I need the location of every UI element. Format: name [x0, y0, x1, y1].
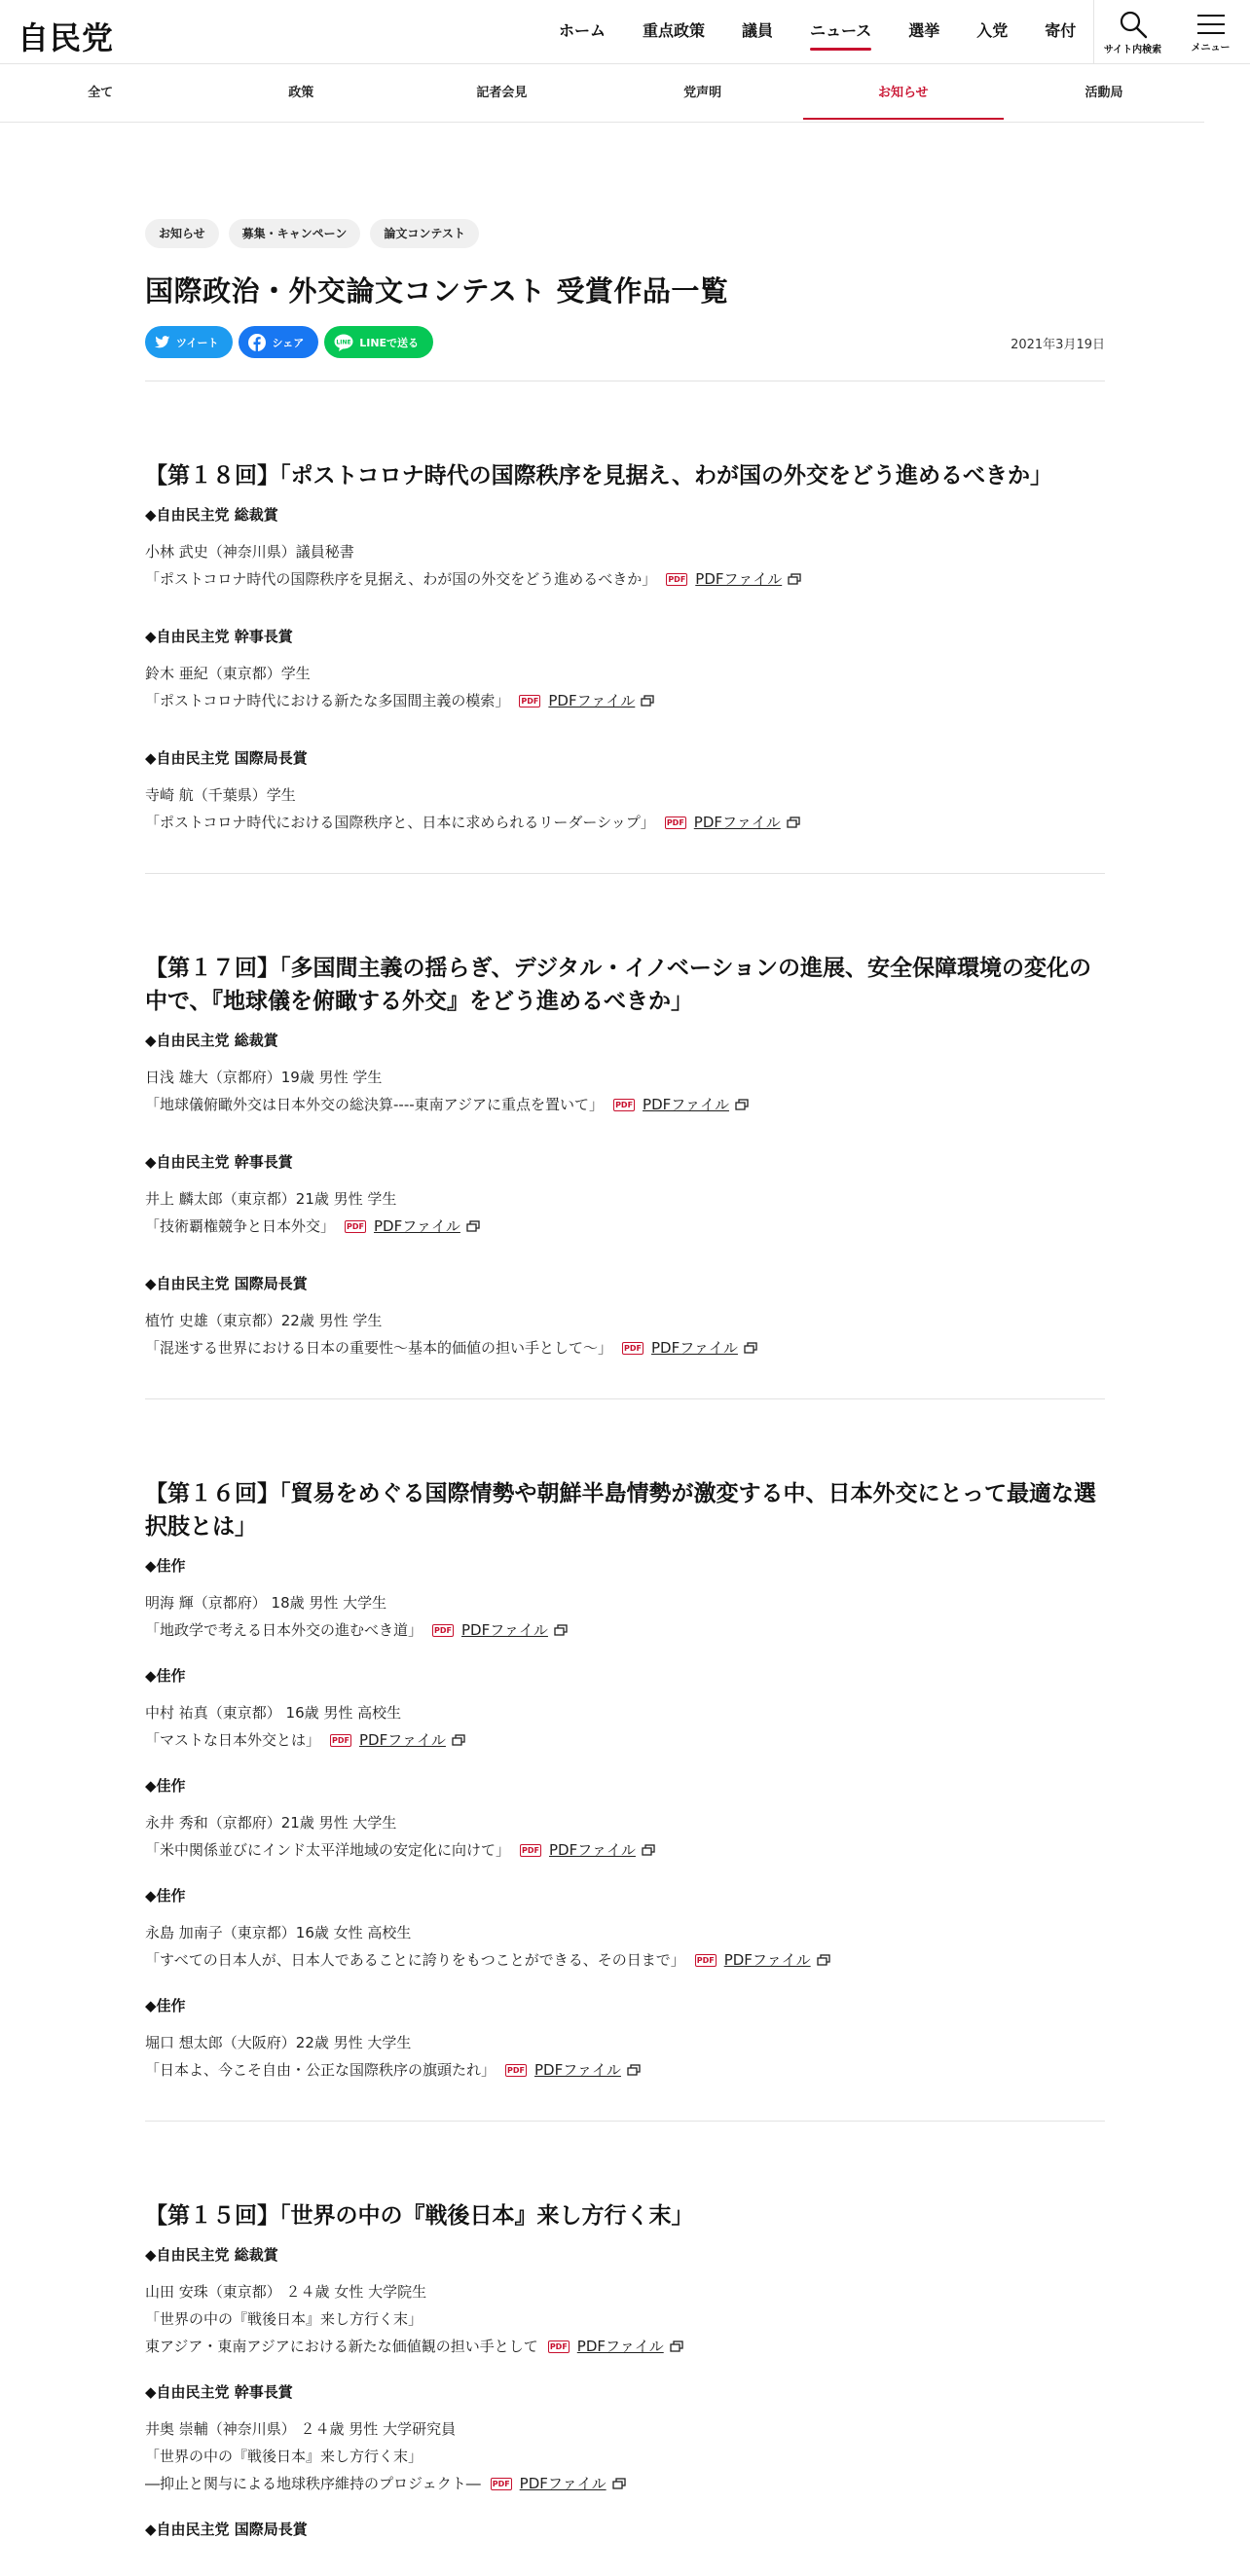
author-line: 鈴木 亜紀（東京都）学生 — [145, 665, 311, 682]
award-title: ◆佳作 — [145, 1777, 186, 1795]
pdf-file-link[interactable]: PDFファイル — [643, 1096, 729, 1113]
external-window-icon — [787, 816, 800, 828]
author-line: 日浅 雄大（京都府）19歳 男性 学生 — [145, 1069, 383, 1086]
award-entry — [145, 1589, 1105, 1644]
work-line — [145, 2470, 1105, 2497]
work-line — [145, 2056, 1105, 2084]
award-entry — [145, 1185, 1105, 1240]
site-logo[interactable]: 自民党 — [18, 19, 115, 56]
work-title: 「技術覇権競争と日本外交」 — [145, 1217, 336, 1235]
subnav-statement[interactable]: 党声明 — [683, 86, 722, 100]
author-line: 永島 加南子（東京都）16歳 女性 高校生 — [145, 1924, 412, 1941]
author-line: 山田 安珠（東京都） ２４歳 女性 大学院生 — [145, 2283, 427, 2301]
work-title: 「マストな日本外交とは」 — [145, 1731, 321, 1749]
work-line — [145, 809, 1105, 836]
award-entry — [145, 1919, 1105, 1974]
section-title: 【第１５回】「世界の中の『戦後日本』来し方行く末」 — [145, 2203, 694, 2229]
tag-list — [145, 219, 1105, 248]
work-title: 「米中関係並びにインド太平洋地域の安定化に向けて」 — [145, 1841, 511, 1859]
pdf-icon: PDF — [492, 2479, 510, 2488]
subnav-notice[interactable]: お知らせ — [803, 64, 1004, 122]
work-line — [145, 1946, 1105, 1974]
work-line — [145, 687, 1105, 714]
external-window-icon — [735, 1099, 749, 1110]
nav-donate[interactable]: 寄付 — [1045, 21, 1077, 40]
pdf-file-link[interactable]: PDFファイル — [650, 1339, 738, 1357]
tag[interactable]: お知らせ — [145, 219, 219, 248]
award-title: ◆佳作 — [145, 1997, 186, 2014]
award-entry — [145, 1699, 1105, 1754]
pdf-icon: PDF — [624, 1343, 642, 1353]
award-title: ◆自由民主党 総裁賞 — [145, 2246, 278, 2264]
pdf-file-link[interactable]: PDFファイル — [373, 1217, 460, 1235]
work-title: 「地球儀俯瞰外交は日本外交の総決算----東南アジアに重点を置いて」 — [145, 1096, 605, 1113]
pdf-icon: PDF — [521, 696, 539, 706]
pdf-file-link[interactable]: PDFファイル — [519, 2475, 607, 2492]
pdf-file-link[interactable]: PDFファイル — [548, 1841, 636, 1859]
author-line: 植竹 史雄（東京都）22歳 男性 学生 — [145, 1312, 383, 1329]
contest-section-17 — [145, 873, 1105, 1398]
pdf-icon: PDF — [666, 817, 684, 827]
nav-home[interactable]: ホーム — [559, 21, 607, 40]
twitter-share-label: ツイート — [176, 336, 219, 349]
work-title: 「日本よ、今こそ自由・公正な国際秩序の旗頭たれ」 — [145, 2061, 496, 2079]
award-title: ◆自由民主党 幹事長賞 — [145, 628, 293, 645]
work-title-line: 「世界の中の『戦後日本』来し方行く末」 — [145, 2448, 423, 2465]
nav-members[interactable]: 議員 — [742, 21, 774, 40]
award-title: ◆自由民主党 国際局長賞 — [145, 749, 308, 767]
author-line: 明海 輝（京都府） 18歳 男性 大学生 — [145, 1594, 387, 1612]
external-window-icon — [670, 2340, 683, 2352]
award-title: ◆佳作 — [145, 1667, 186, 1685]
share-bar — [145, 326, 1105, 359]
pdf-icon: PDF — [347, 1221, 364, 1231]
nav-join[interactable]: 入党 — [976, 21, 1009, 40]
work-title: 「地政学で考える日本外交の進むべき道」 — [145, 1621, 423, 1639]
pdf-file-link[interactable]: PDFファイル — [358, 1731, 446, 1749]
publish-date: 2021年3月19日 — [1011, 338, 1105, 352]
work-line — [145, 1836, 1105, 1864]
award-entry — [145, 2029, 1105, 2084]
work-title: 「ポストコロナ時代における新たな多国間主義の模索」 — [145, 692, 510, 709]
site-search-button[interactable] — [1093, 0, 1171, 64]
award-title: ◆自由民主党 国際局長賞 — [145, 2521, 308, 2538]
award-title: ◆自由民主党 総裁賞 — [145, 1032, 278, 1049]
author-line: 永井 秀和（京都府）21歳 男性 大学生 — [145, 1814, 397, 1832]
external-window-icon — [554, 1624, 568, 1636]
external-window-icon — [452, 1734, 465, 1746]
pdf-icon: PDF — [507, 2065, 525, 2075]
work-title: 「混迷する世界における日本の重要性～基本的価値の担い手として～」 — [145, 1339, 613, 1357]
work-line — [145, 1334, 1105, 1361]
work-line — [145, 2333, 1105, 2360]
svg-text:LINE: LINE — [336, 339, 351, 345]
award-entry — [145, 2415, 1105, 2497]
award-title: ◆佳作 — [145, 1887, 186, 1905]
award-title: ◆自由民主党 幹事長賞 — [145, 2383, 293, 2401]
award-entry — [145, 1307, 1105, 1361]
author-line: 寺崎 航（千葉県）学生 — [145, 786, 296, 804]
work-line — [145, 565, 1105, 593]
pdf-file-link[interactable]: PDFファイル — [533, 2061, 621, 2079]
site-search-label: サイト内検索 — [1103, 44, 1162, 55]
author-line: 井奥 崇輔（神奈川県） ２４歳 男性 大学研究員 — [145, 2420, 457, 2438]
twitter-share-button[interactable] — [145, 326, 233, 358]
pdf-file-link[interactable]: PDFファイル — [693, 814, 781, 831]
work-subtitle: 東アジア・東南アジアにおける新たな価値観の担い手として — [145, 2338, 538, 2355]
work-line — [145, 1616, 1105, 1644]
work-title: 「ポストコロナ時代における国際秩序と、日本に求められるリーダーシップ」 — [145, 814, 655, 831]
menu-button[interactable] — [1171, 0, 1250, 64]
section-title: 【第１７回】「多国間主義の揺らぎ、デジタル・イノベーションの進展、安全保障環境の変化の中で、『地球儀を俯瞰する外交』をどう進めるべきか」 — [145, 956, 1091, 1014]
nav-news[interactable]: ニュース — [791, 0, 890, 64]
pdf-icon: PDF — [668, 574, 686, 584]
award-entry — [145, 1809, 1105, 1864]
main-nav — [540, 0, 1094, 64]
author-line: 中村 祐真（東京都） 16歳 男性 高校生 — [145, 1704, 402, 1722]
award-title: ◆佳作 — [145, 1557, 186, 1575]
pdf-file-link[interactable]: PDFファイル — [576, 2338, 664, 2355]
nav-policy[interactable]: 重点政策 — [643, 21, 706, 40]
section-title: 【第１８回】「ポストコロナ時代の国際秩序を見据え、わが国の外交をどう進めるべきか」 — [145, 463, 1052, 489]
award-title: ◆自由民主党 幹事長賞 — [145, 1153, 293, 1171]
tag[interactable]: 論文コンテスト — [370, 219, 479, 248]
pdf-file-link[interactable]: PDFファイル — [548, 692, 636, 709]
facebook-share-button[interactable] — [239, 326, 318, 358]
external-window-icon — [627, 2064, 641, 2076]
author-line: 堀口 想太郎（大阪府）22歳 男性 大学生 — [145, 2034, 412, 2051]
pdf-icon: PDF — [696, 1955, 715, 1965]
pdf-icon: PDF — [332, 1735, 349, 1745]
category-subnav — [0, 64, 1204, 123]
tag[interactable]: 募集・キャンペーン — [229, 219, 361, 248]
subnav-all[interactable]: 全て — [88, 86, 114, 100]
pdf-file-link[interactable]: PDFファイル — [695, 570, 783, 588]
work-title-line: 「世界の中の『戦後日本』来し方行く末」 — [145, 2310, 423, 2328]
work-subtitle: ―抑止と関与による地球秩序維持のプロジェクト― — [145, 2475, 481, 2492]
pdf-icon: PDF — [549, 2341, 568, 2351]
work-line — [145, 1213, 1105, 1240]
article — [145, 219, 1105, 2576]
contest-section-16 — [145, 1398, 1105, 2121]
award-entry — [145, 660, 1105, 714]
twitter-bird-icon — [155, 336, 170, 349]
facebook-share-label: シェア — [272, 336, 305, 349]
subnav-bureau[interactable]: 活動局 — [1085, 86, 1123, 100]
external-window-icon — [744, 1342, 757, 1354]
author-line: 井上 麟太郎（東京都）21歳 男性 学生 — [145, 1190, 397, 1208]
award-entry — [145, 538, 1105, 593]
external-window-icon — [612, 2478, 626, 2489]
award-entry — [145, 1064, 1105, 1118]
external-window-icon — [817, 1954, 830, 1966]
work-line — [145, 1726, 1105, 1754]
section-title: 【第１６回】「貿易をめぐる国際情勢や朝鮮半島情勢が激変する中、日本外交にとって最適な選択肢とは」 — [145, 1481, 1097, 1540]
nav-election[interactable]: 選挙 — [908, 21, 940, 40]
hamburger-menu-icon — [1196, 12, 1226, 37]
pdf-file-link[interactable]: PDFファイル — [723, 1951, 811, 1969]
external-window-icon — [466, 1220, 480, 1232]
line-share-button[interactable] — [324, 326, 433, 358]
work-title: 「ポストコロナ時代の国際秩序を見据え、わが国の外交をどう進めるべきか」 — [145, 570, 657, 588]
award-title: ◆自由民主党 国際局長賞 — [145, 1275, 308, 1292]
subnav-press[interactable]: 記者会見 — [476, 86, 528, 100]
page-title: 国際政治・外交論文コンテスト 受賞作品一覧 — [145, 274, 729, 308]
award-entry — [145, 2278, 1105, 2360]
search-icon — [1119, 10, 1148, 39]
external-window-icon — [642, 1844, 655, 1856]
pdf-file-link[interactable]: PDFファイル — [460, 1621, 548, 1639]
award-title: ◆自由民主党 総裁賞 — [145, 506, 278, 524]
menu-label: メニュー — [1191, 42, 1231, 54]
facebook-icon — [248, 334, 266, 351]
contest-section-18 — [145, 381, 1105, 873]
award-entry — [145, 781, 1105, 836]
line-share-label: LINEで送る — [359, 336, 420, 349]
work-title: 「すべての日本人が、日本人であることに誇りをもつことができる、その日まで」 — [145, 1951, 685, 1969]
subnav-policy[interactable]: 政策 — [288, 86, 314, 100]
external-window-icon — [788, 573, 801, 585]
pdf-icon: PDF — [434, 1625, 452, 1635]
author-line: 小林 武史（神奈川県）議員秘書 — [145, 543, 354, 561]
external-window-icon — [641, 695, 654, 707]
contest-section-15 — [145, 2121, 1105, 2576]
top-bar — [0, 0, 1250, 64]
line-icon — [334, 334, 353, 351]
pdf-icon: PDF — [615, 1100, 634, 1109]
work-line — [145, 1091, 1105, 1118]
pdf-icon: PDF — [522, 1845, 539, 1855]
